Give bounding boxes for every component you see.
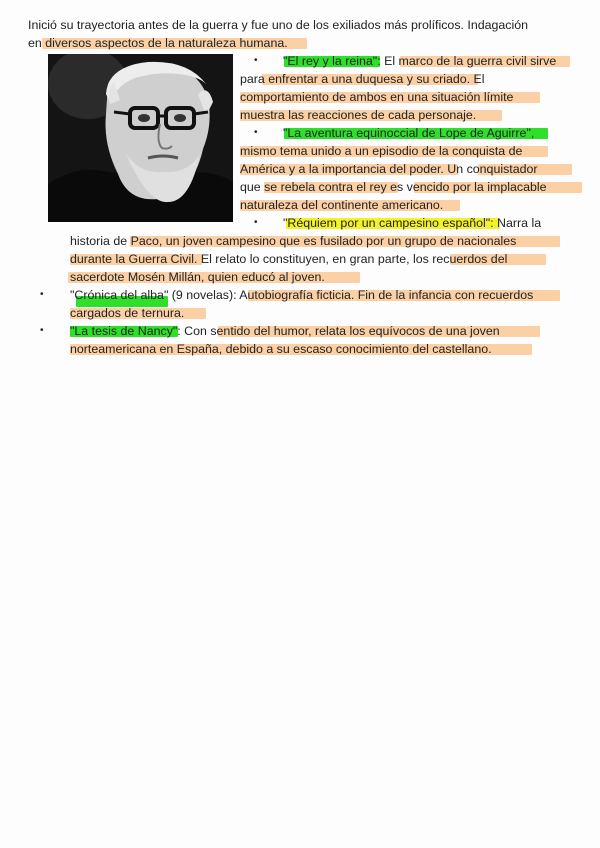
item-2-line-5: naturaleza del continente americano. [240,198,444,212]
item-5-line-1: "La tesis de Nancy": Con sentido del humor, relata los equívocos de una joven [70,324,500,338]
item-3-line-3: durante la Guerra Civil. El relato lo constituyen, en gran parte, los recuerdos del [70,252,508,266]
item-2-line-2: mismo tema unido a un episodio de la conquista de [240,144,523,158]
item-3-line-1: "Réquiem por un campesino español": Narra la [283,216,542,230]
item-2-line-1: "La aventura equinoccial de Lope de Aguirre", [283,126,535,140]
item-4-line-1: "Crónica del alba" (9 novelas): Autobiografía ficticia. Fin de la infancia con recuerdos [70,288,534,302]
intro-line-1: Inició su trayectoria antes de la guerra y fue uno de los exiliados más prolíficos. Indagación [28,18,529,32]
item-2-line-3: América y a la importancia del poder. Un conquistador [240,162,538,176]
item-3-line-4: sacerdote Mosén Millán, quien educó al joven. [70,270,325,284]
item-2-line-4: que se rebela contra el rey es vencido por la implacable [240,180,547,194]
item-1-line-2: para enfrentar a una duquesa y su criado. El [240,72,485,86]
item-1-line-4: muestra las reacciones de cada personaje. [240,108,477,122]
item-4-line-2: cargados de ternura. [70,306,185,320]
bullet-5: • [40,325,44,336]
intro-line-2: en diversos aspectos de la naturaleza humana. [28,36,288,50]
bullet-3: • [254,217,258,228]
item-1-line-1: "El rey y la reina": El marco de la guerra civil sirve [283,54,557,68]
bullet-2: • [254,127,258,138]
item-3-line-2: historia de Paco, un joven campesino que es fusilado por un grupo de nacionales [70,234,517,248]
item-5-line-2: norteamericana en España, debido a su escaso conocimiento del castellano. [70,342,492,356]
bullet-1: • [254,55,258,66]
item-1-line-3: comportamiento de ambos en una situación límite [240,90,514,104]
bullet-4: • [40,289,44,300]
author-portrait-photo [48,54,233,222]
